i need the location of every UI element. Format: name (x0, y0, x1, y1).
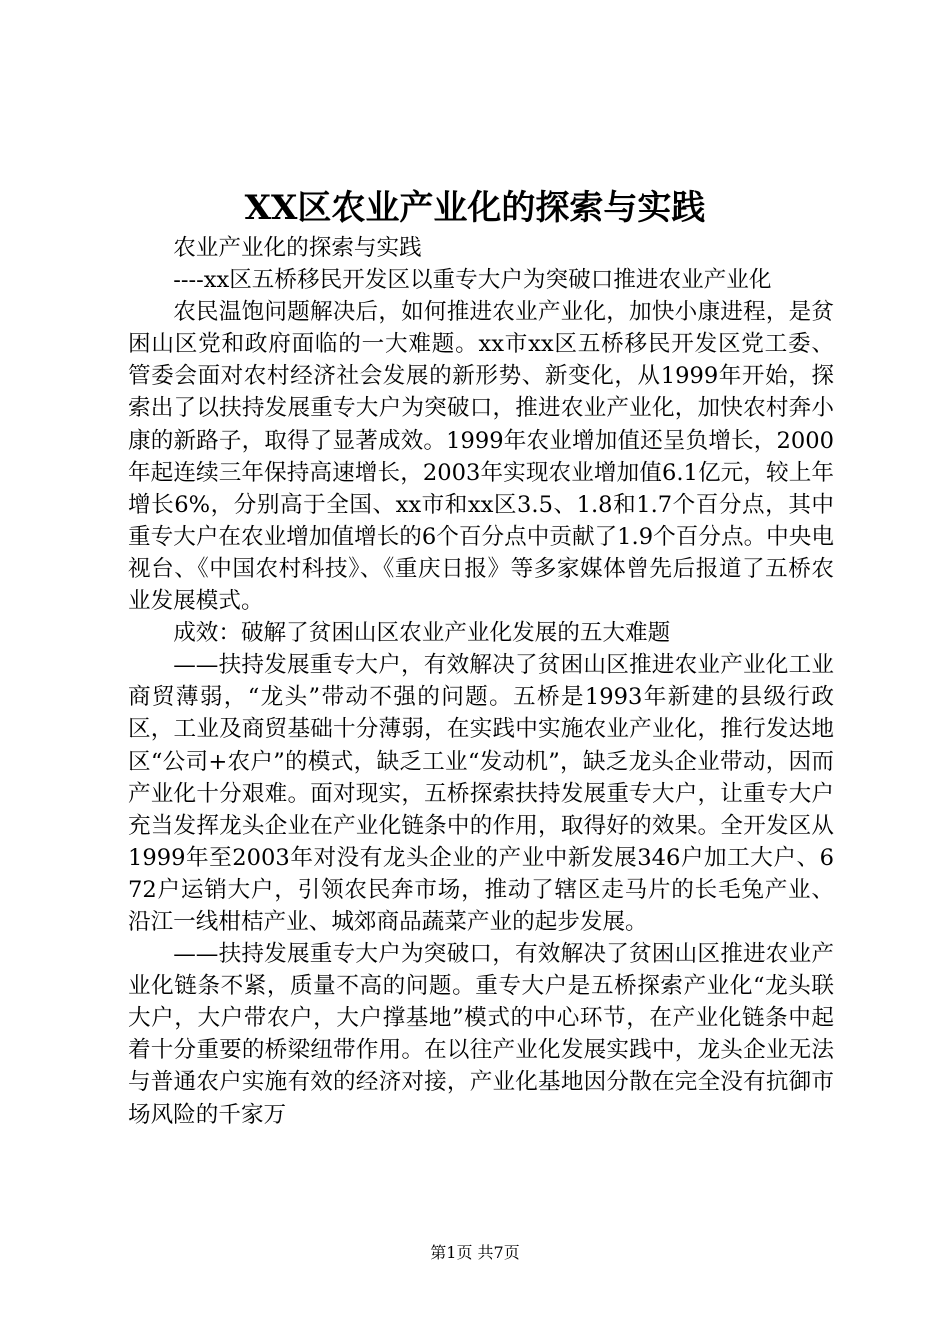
body-paragraph: ——扶持发展重专大户为突破口，有效解决了贫困山区推进农业产业化链条不紧，质量不高的问题。重专大户是五桥探索产业化“龙头联大户，大户带农户，大户撑基地”模式的中心环节，在产业化链条中起着十分重要的桥梁纽带作用。在以往产业化发展实践中，龙头企业无法与普通农户实施有效的经济对接，产业化基地因分散在完全没有抗御市场风险的千家万 (128, 941, 834, 1128)
document-body (128, 232, 834, 1131)
section-heading: 成效：破解了贫困山区农业产业化发展的五大难题 (173, 620, 671, 647)
subtitle-paragraph: 农业产业化的探索与实践 (173, 235, 422, 261)
intro-paragraph: 农民温饱问题解决后，如何推进农业产业化，加快小康进程，是贫困山区党和政府面临的一大难题。xx市xx区五桥移民开发区党工委、管委会面对农村经济社会发展的新形势、新变化，从1999年开始，探索出了以扶持发展重专大户为突破口，推进农业产业化，加快农村奔小康的新路子，取得了显著成效。1999年农业增加值还呈负增长，2000年起连续三年保持高速增长，2003年实现农业增加值6.1亿元，较上年增长6%，分别高于全国、xx市和xx区3.5、1.8和1.7个百分点，其中重专大户在农业增加值增长的6个百分点中贡献了1.9个百分点。中央电视台、《中国农村科技》、《重庆日报》等多家媒体曾先后报道了五桥农业发展模式。 (128, 299, 834, 615)
body-paragraph: ——扶持发展重专大户，有效解决了贫困山区推进农业产业化工业商贸薄弱，“龙头”带动不强的问题。五桥是1993年新建的县级行政区，工业及商贸基础十分薄弱，在实践中实施农业产业化，推行发达地区“公司+农户”的模式，缺乏工业“发动机”，缺乏龙头企业带动，因而产业化十分艰难。面对现实，五桥探索扶持发展重专大户，让重专大户充当发挥龙头企业在产业化链条中的作用，取得好的效果。全开发区从1999年至2003年对没有龙头企业的产业中新发展346户加工大户、672户运销大户，引领农民奔市场，推动了辖区走马片的长毛兔产业、沿江一线柑桔产业、城郊商品蔬菜产业的起步发展。 (128, 652, 834, 935)
subheading-paragraph: ----xx区五桥移民开发区以重专大户为突破口推进农业产业化 (173, 267, 772, 294)
document-title: XX区农业产业化的探索与实践 (244, 188, 706, 228)
page-number-footer: 第1页 共7页 (430, 1243, 520, 1262)
